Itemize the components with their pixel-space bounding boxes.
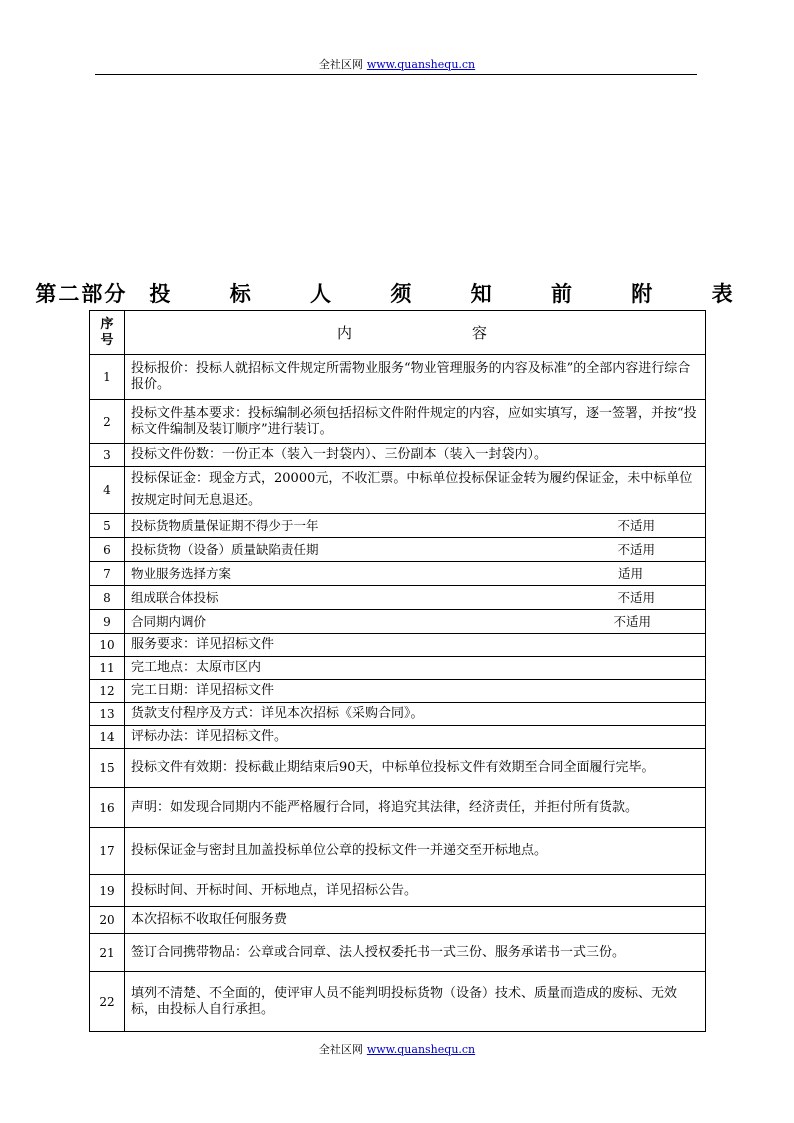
header-site-name: 全社区网 [318,58,363,71]
row-note: 不适用 [617,517,655,533]
row-text: 合同期内调价 [131,613,207,629]
footer-site-name: 全社区网 [318,1043,363,1056]
row-cell [125,610,706,634]
header-rule [95,74,697,75]
page-title [0,281,794,307]
row-num: 16 [90,788,125,828]
row-num: 12 [90,680,125,703]
row-num: 22 [90,972,125,1032]
row-text: 本次招标不收取任何服务费 [125,907,706,934]
table-row [90,400,706,444]
header-num [90,311,125,355]
row-text: 填列不清楚、不全面的，使评审人员不能判明投标货物（设备）技术、质量而造成的废标、无效标，由投标人自行承担。 [125,972,706,1032]
row-note: 不适用 [617,541,655,557]
row-cell [125,586,706,610]
row-text: 投标货物（设备）质量缺陷责任期 [131,541,319,557]
footer-site-link[interactable]: www.quanshequ.cn [366,1043,476,1056]
row-text: 投标报价：投标人就招标文件规定所需物业服务“物业管理服务的内容及标准”的全部内容进行综合报价。 [125,355,706,400]
row-note: 不适用 [617,589,655,605]
row-text: 组成联合体投标 [131,589,219,605]
table-row [90,514,706,538]
row-text: 投标货物质量保证期不得少于一年 [131,517,319,533]
row-note: 适用 [617,565,643,581]
row-num: 14 [90,726,125,749]
row-num: 2 [90,400,125,444]
table-header-row [90,311,706,355]
row-cell [125,514,706,538]
title-name: 投 标 人 须 知 前 附 表 [149,282,759,306]
row-cell [125,562,706,586]
row-num: 4 [90,467,125,514]
row-num: 21 [90,934,125,972]
table-row [90,972,706,1032]
table-row [90,726,706,749]
row-num: 11 [90,657,125,680]
row-num: 19 [90,875,125,907]
row-num: 7 [90,562,125,586]
row-num: 9 [90,610,125,634]
table-row [90,444,706,467]
row-text: 签订合同携带物品：公章或合同章、法人授权委托书一式三份、服务承诺书一式三份。 [125,934,706,972]
row-text: 评标办法：详见招标文件。 [125,726,706,749]
row-text: 货款支付程序及方式：详见本次招标《采购合同》。 [125,703,706,726]
row-num: 15 [90,749,125,788]
page-header [0,58,794,72]
table-row [90,355,706,400]
row-num: 5 [90,514,125,538]
row-text: 投标文件份数：一份正本（装入一封袋内）、三份副本（装入一封袋内）。 [125,444,706,467]
row-text: 投标文件基本要求：投标编制必须包括招标文件附件规定的内容，应如实填写，逐一签署，并按“投标文件编制及装订顺序”进行装订。 [125,400,706,444]
table-row [90,934,706,972]
table-row [90,657,706,680]
row-num: 8 [90,586,125,610]
row-num: 3 [90,444,125,467]
row-text: 声明：如发现合同期内不能严格履行合同，将追究其法律，经济责任，并拒付所有货款。 [125,788,706,828]
header-num-label: 序号 [100,316,114,348]
table-row [90,586,706,610]
row-num: 1 [90,355,125,400]
row-cell [125,538,706,562]
header-site-link[interactable]: www.quanshequ.cn [366,58,476,71]
row-text: 完工日期：详见招标文件 [125,680,706,703]
table-row [90,634,706,657]
row-note: 不适用 [613,613,651,629]
table-row [90,907,706,934]
table-row [90,875,706,907]
table-row [90,788,706,828]
table-row [90,703,706,726]
instructions-table [89,310,706,1032]
row-text: 投标保证金与密封且加盖投标单位公章的投标文件一并递交至开标地点。 [125,828,706,875]
row-text: 完工地点：太原市区内 [125,657,706,680]
header-content: 内容 [125,311,706,355]
table-row [90,538,706,562]
page-footer [0,1043,794,1057]
table-row [90,610,706,634]
row-text: 投标文件有效期：投标截止期结束后90天，中标单位投标文件有效期至合同全面履行完毕。 [125,749,706,788]
row-num: 6 [90,538,125,562]
table-row [90,562,706,586]
row-text: 物业服务选择方案 [131,565,232,581]
table-row [90,467,706,514]
table-row [90,749,706,788]
row-text: 投标时间、开标时间、开标地点，详见招标公告。 [125,875,706,907]
row-num: 10 [90,634,125,657]
title-part: 第二部分 [35,282,128,306]
row-num: 17 [90,828,125,875]
row-num: 13 [90,703,125,726]
row-text: 投标保证金：现金方式，20000元，不收汇票。中标单位投标保证金转为履约保证金，未中标单位按规定时间无息退还。 [125,467,706,514]
table-row [90,680,706,703]
row-text: 服务要求：详见招标文件 [125,634,706,657]
row-num: 20 [90,907,125,934]
table-row [90,828,706,875]
